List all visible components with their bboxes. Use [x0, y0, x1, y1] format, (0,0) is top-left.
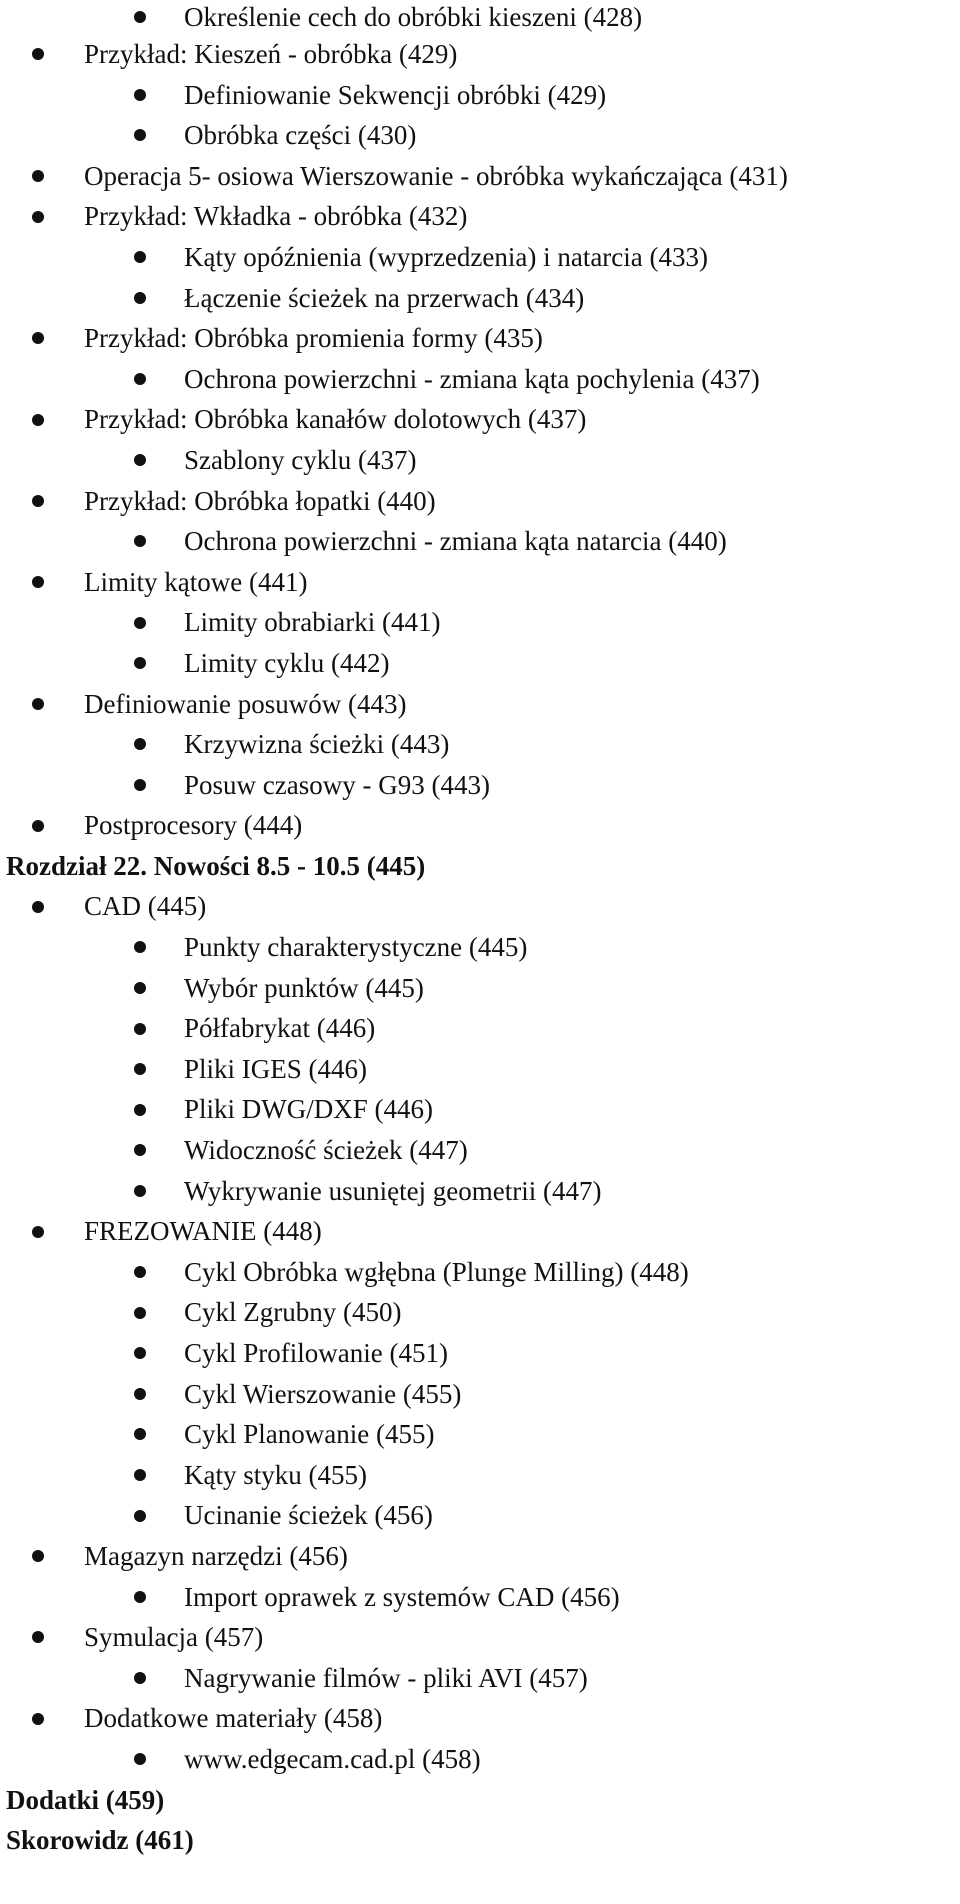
toc-chapter-heading — [0, 846, 960, 887]
toc-entry — [0, 237, 960, 278]
entry-label: Wykrywanie usuniętej geometrii (447) — [184, 1175, 602, 1206]
toc-entry — [0, 34, 960, 75]
bullet-icon — [134, 1347, 146, 1359]
bullet-icon — [134, 454, 146, 466]
bullet-icon — [134, 657, 146, 669]
bullet-icon — [32, 1226, 44, 1238]
bullet-icon — [32, 1631, 44, 1643]
toc-entry — [0, 643, 960, 684]
entry-label: Cykl Planowanie (455) — [184, 1419, 435, 1450]
entry-label: Przykład: Kieszeń - obróbka (429) — [84, 39, 458, 69]
bullet-icon — [134, 373, 146, 385]
entry-label: Przykład: Obróbka kanałów dolotowych (437) — [84, 404, 587, 435]
toc-entry — [0, 1414, 960, 1455]
entry-label: Kąty opóźnienia (wyprzedzenia) i natarcia (433) — [184, 241, 708, 272]
bullet-icon — [134, 617, 146, 629]
entry-label: Punkty charakterystyczne (445) — [184, 932, 528, 963]
entry-label: Symulacja (457) — [84, 1622, 264, 1653]
bullet-icon — [32, 820, 44, 832]
toc-entry — [0, 968, 960, 1009]
toc-entry — [0, 196, 960, 237]
entry-label: Określenie cech do obróbki kieszeni (428) — [184, 2, 643, 32]
toc-entry — [0, 805, 960, 846]
bullet-icon — [134, 779, 146, 791]
bullet-icon — [134, 1104, 146, 1116]
bullet-icon — [32, 698, 44, 710]
entry-label: Magazyn narzędzi (456) — [84, 1540, 348, 1571]
toc-entry — [0, 1211, 960, 1252]
bullet-icon — [32, 332, 44, 344]
entry-label: Widoczność ścieżek (447) — [184, 1135, 468, 1166]
toc-entry — [0, 399, 960, 440]
entry-label: Półfabrykat (446) — [184, 1013, 376, 1044]
bullet-icon — [134, 1388, 146, 1400]
toc-entry — [0, 1658, 960, 1699]
entry-label: Pliki DWG/DXF (446) — [184, 1094, 433, 1125]
entry-label: Limity kątowe (441) — [84, 566, 308, 597]
entry-label: Przykład: Obróbka promienia formy (435) — [84, 323, 543, 354]
bullet-icon — [32, 1550, 44, 1562]
bullet-icon — [134, 738, 146, 750]
entry-label: Import oprawek z systemów CAD (456) — [184, 1581, 620, 1612]
entry-label: Ochrona powierzchni - zmiana kąta pochylenia (437) — [184, 363, 760, 394]
toc-entry — [0, 1536, 960, 1577]
entry-label: FREZOWANIE (448) — [84, 1216, 322, 1247]
bullet-icon — [32, 211, 44, 223]
entry-label: Dodatkowe materiały (458) — [84, 1703, 383, 1734]
entry-label: Wybór punktów (445) — [184, 972, 424, 1003]
toc-entry — [0, 1577, 960, 1618]
entry-label: CAD (445) — [84, 891, 207, 922]
toc-entry — [0, 359, 960, 400]
entry-label: Ucinanie ścieżek (456) — [184, 1500, 433, 1531]
bullet-icon — [134, 1510, 146, 1522]
toc-entry — [0, 1455, 960, 1496]
bullet-icon — [134, 1063, 146, 1075]
entry-label: Limity obrabiarki (441) — [184, 607, 441, 638]
toc-entry — [0, 115, 960, 156]
bullet-icon — [134, 251, 146, 263]
toc-entry — [0, 521, 960, 562]
entry-label: Kąty styku (455) — [184, 1459, 367, 1490]
entry-label: Cykl Profilowanie (451) — [184, 1338, 448, 1368]
entry-label: Łączenie ścieżek na przerwach (434) — [184, 282, 585, 313]
bullet-icon — [32, 576, 44, 588]
toc-entry — [0, 440, 960, 481]
bullet-icon — [32, 1713, 44, 1725]
bullet-icon — [134, 89, 146, 101]
entry-label: Definiowanie Sekwencji obróbki (429) — [184, 79, 607, 110]
bullet-icon — [134, 1753, 146, 1765]
toc-entry — [0, 927, 960, 968]
bullet-icon — [134, 1428, 146, 1440]
bullet-icon — [134, 535, 146, 547]
toc-entry — [0, 886, 960, 927]
toc-entry — [0, 562, 960, 603]
toc-chapter-heading — [0, 1820, 960, 1861]
entry-label: Krzywizna ścieżki (443) — [184, 729, 450, 760]
bullet-icon — [134, 11, 146, 23]
bullet-icon — [32, 170, 44, 182]
entry-label: Przykład: Obróbka łopatki (440) — [84, 485, 436, 516]
toc-entry — [0, 1374, 960, 1415]
bullet-icon — [134, 1469, 146, 1481]
toc-entry — [0, 481, 960, 522]
toc-entry — [0, 1008, 960, 1049]
toc-entry — [0, 1292, 960, 1333]
bullet-icon — [32, 48, 44, 60]
toc-entry — [0, 1049, 960, 1090]
entry-label: Przykład: Wkładka - obróbka (432) — [84, 201, 468, 232]
bullet-icon — [134, 1185, 146, 1197]
bullet-icon — [32, 901, 44, 913]
entry-label: Posuw czasowy - G93 (443) — [184, 769, 490, 800]
toc-entry — [0, 602, 960, 643]
bullet-icon — [134, 129, 146, 141]
bullet-icon — [134, 1266, 146, 1278]
bullet-icon — [32, 414, 44, 426]
toc-entry — [0, 1333, 960, 1374]
toc-entry — [0, 1130, 960, 1171]
entry-label: Cykl Zgrubny (450) — [184, 1297, 402, 1328]
bullet-icon — [134, 1672, 146, 1684]
toc-entry — [0, 1495, 960, 1536]
entry-label: Definiowanie posuwów (443) — [84, 688, 407, 719]
toc-chapter-heading — [0, 1780, 960, 1821]
entry-label: Nagrywanie filmów - pliki AVI (457) — [184, 1662, 588, 1693]
entry-label: Postprocesory (444) — [84, 810, 303, 841]
entry-label: Obróbka części (430) — [184, 120, 417, 151]
chapter-title: Rozdział 22. Nowości 8.5 - 10.5 (445) — [6, 850, 426, 881]
toc-entry — [0, 1171, 960, 1212]
entry-label: Ochrona powierzchni - zmiana kąta natarcia (440) — [184, 526, 727, 557]
toc-entry — [0, 1617, 960, 1658]
toc-entry — [0, 724, 960, 765]
toc-entry — [0, 765, 960, 806]
entry-label: Limity cyklu (442) — [184, 647, 390, 678]
toc-entry — [0, 1698, 960, 1739]
entry-label: Pliki IGES (446) — [184, 1053, 368, 1084]
entry-label: Cykl Wierszowanie (455) — [184, 1378, 462, 1409]
bullet-icon — [134, 1591, 146, 1603]
toc-entry — [0, 1739, 960, 1780]
toc-entry — [0, 156, 960, 197]
toc-entry — [0, 684, 960, 725]
entry-label: Operacja 5- osiowa Wierszowanie - obróbka wykańczająca (431) — [84, 160, 788, 191]
entry-label: www.edgecam.cad.pl (458) — [184, 1743, 481, 1774]
entry-label: Szablony cyklu (437) — [184, 444, 417, 475]
bullet-icon — [134, 1023, 146, 1035]
bullet-icon — [32, 495, 44, 507]
toc-entry — [0, 75, 960, 116]
bullet-icon — [134, 1144, 146, 1156]
toc-entry — [0, 1089, 960, 1130]
toc-entry — [0, 0, 960, 34]
bullet-icon — [134, 1307, 146, 1319]
chapter-title: Skorowidz (461) — [6, 1825, 194, 1856]
bullet-icon — [134, 982, 146, 994]
bullet-icon — [134, 292, 146, 304]
entry-label: Cykl Obróbka wgłębna (Plunge Milling) (448) — [184, 1256, 689, 1287]
toc-entry — [0, 1252, 960, 1293]
chapter-title: Dodatki (459) — [6, 1784, 165, 1815]
toc-entry — [0, 318, 960, 359]
toc-entry — [0, 278, 960, 319]
bullet-icon — [134, 941, 146, 953]
